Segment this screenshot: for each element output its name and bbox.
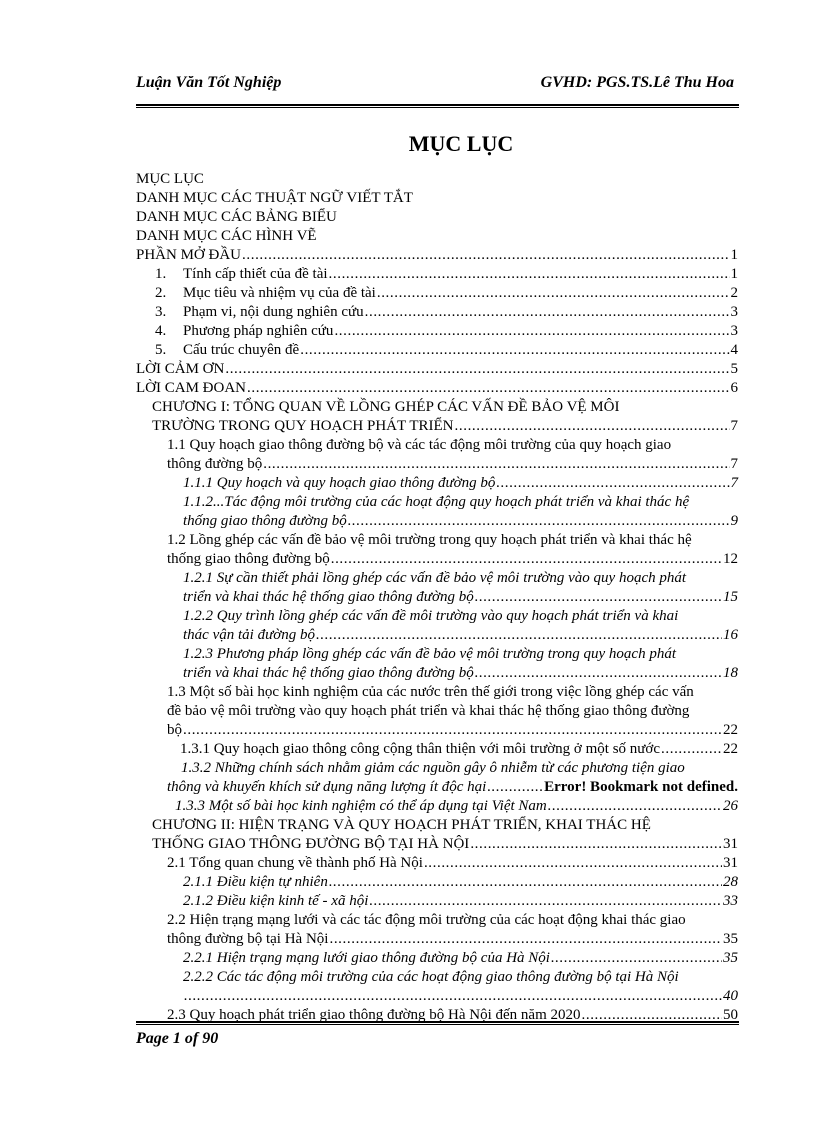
toc-entry-line[interactable] bbox=[167, 683, 738, 702]
dot-leader bbox=[475, 664, 722, 683]
toc-page-number: 7 bbox=[730, 475, 738, 491]
dot-leader bbox=[475, 588, 722, 607]
toc-entry-text: Phương pháp nghiên cứu bbox=[183, 323, 334, 339]
toc-page-number: 6 bbox=[730, 380, 738, 396]
toc-entry-line[interactable] bbox=[167, 854, 738, 873]
toc-page-number: 40 bbox=[723, 988, 738, 1004]
toc-entry-number: 3. bbox=[155, 304, 167, 320]
toc-entry-text: 1.1 Quy hoạch giao thông đường bộ và các tác động môi trường của quy hoạch giao bbox=[167, 437, 672, 453]
toc-page-number: 3 bbox=[730, 304, 738, 320]
toc-entry-line[interactable] bbox=[167, 930, 738, 949]
toc-entry-line[interactable] bbox=[167, 436, 738, 455]
toc-entry-line[interactable] bbox=[155, 341, 738, 360]
toc-entry-text: DANH MỤC CÁC THUẬT NGỮ VIẾT TẮT bbox=[136, 190, 413, 206]
toc-entry-text: bộ bbox=[167, 722, 182, 738]
toc-entry-text: LỜI CẢM ƠN bbox=[136, 361, 225, 377]
toc-page-number: 26 bbox=[723, 798, 738, 814]
page-title: MỤC LỤC bbox=[408, 131, 514, 156]
toc-entry-text: 1.3 Một số bài học kinh nghiệm của các nước trên thế giới trong việc lồng ghép các vấn bbox=[167, 684, 694, 700]
dot-leader bbox=[548, 797, 722, 816]
dot-leader bbox=[242, 246, 729, 265]
dot-leader bbox=[334, 322, 729, 341]
toc-entry-text: 2.2.1 Hiện trạng mạng lưới giao thông đường bộ của Hà Nội bbox=[183, 950, 550, 966]
toc-page-number: 3 bbox=[730, 323, 738, 339]
dot-leader bbox=[348, 512, 730, 531]
toc-entry-text: 2.3 Quy hoạch phát triển giao thông đường bộ Hà Nội đến năm 2020 bbox=[167, 1007, 581, 1023]
dot-leader bbox=[487, 778, 543, 797]
toc-entry-text: triển và khai thác hệ thống giao thông đường bộ bbox=[183, 589, 474, 605]
toc-entry-text: 1.3.2 Những chính sách nhằm giảm các nguồn gây ô nhiễm từ các phương tiện giao bbox=[181, 760, 685, 776]
toc-page-number: 31 bbox=[723, 836, 738, 852]
dot-leader bbox=[455, 417, 730, 436]
toc-entry-text: đề bảo vệ môi trường vào quy hoạch phát triển và khai thác hệ thống giao thông đường bbox=[167, 703, 690, 719]
toc-entry-line[interactable] bbox=[152, 816, 738, 835]
toc-entry-line[interactable] bbox=[155, 284, 738, 303]
toc-entry-text: 1.3.1 Quy hoạch giao thông công cộng thân thiện với môi trường ở một số nước bbox=[180, 741, 661, 757]
dot-leader bbox=[329, 873, 722, 892]
header-thesis-label: Luận Văn Tốt Nghiệp bbox=[136, 74, 282, 91]
dot-leader bbox=[263, 455, 729, 474]
toc-entry-line[interactable] bbox=[152, 835, 738, 854]
toc-entry-text: Mục tiêu và nhiệm vụ của đề tài bbox=[183, 285, 376, 301]
toc-entry-line[interactable] bbox=[167, 550, 738, 569]
header-rule bbox=[136, 104, 739, 108]
dot-leader bbox=[184, 987, 722, 1006]
toc-page-number: 18 bbox=[723, 665, 738, 681]
toc-entry-line[interactable] bbox=[183, 493, 738, 512]
toc-entry-text: 1.2.1 Sự cần thiết phải lồng ghép các vấn đề bảo vệ môi trường vào quy hoạch phát bbox=[183, 570, 687, 586]
toc-entry-text: thông đường bộ tại Hà Nội bbox=[167, 931, 329, 947]
dot-leader bbox=[369, 892, 722, 911]
toc-entry-text: thác vận tải đường bộ bbox=[183, 627, 316, 643]
toc-entry-text: thống giao thông đường bộ bbox=[183, 513, 347, 529]
toc-entry-text: LỜI CAM ĐOAN bbox=[136, 380, 246, 396]
toc-page-number: 7 bbox=[730, 456, 738, 472]
toc-entry-text: CHƯƠNG II: HIỆN TRẠNG VÀ QUY HOẠCH PHÁT TRIỂN, KHAI THÁC HỆ bbox=[152, 817, 651, 833]
toc-entry-line[interactable] bbox=[183, 892, 738, 911]
toc-entry-line[interactable] bbox=[136, 170, 738, 189]
toc-page-number: Error! Bookmark not defined. bbox=[544, 779, 738, 795]
toc-entry-text: triển và khai thác hệ thống giao thông đường bộ bbox=[183, 665, 474, 681]
toc-page-number: 16 bbox=[723, 627, 738, 643]
toc-entry-text: 2.1.2 Điều kiện kinh tế - xã hội bbox=[183, 893, 369, 909]
toc-entry-number: 4. bbox=[155, 323, 167, 339]
toc-entry-line[interactable] bbox=[175, 797, 738, 816]
dot-leader bbox=[225, 360, 729, 379]
toc-entry-text: DANH MỤC CÁC BẢNG BIỂU bbox=[136, 209, 337, 225]
toc-entry-line[interactable] bbox=[155, 265, 738, 284]
toc-entry-line[interactable] bbox=[155, 322, 738, 341]
dot-leader bbox=[424, 854, 722, 873]
toc-entry-text: 1.3.3 Một số bài học kinh nghiệm có thể áp dụng tại Việt Nam bbox=[175, 798, 547, 814]
toc-page-number: 31 bbox=[723, 855, 738, 871]
toc-entry-line[interactable] bbox=[167, 721, 738, 740]
toc-entry-line[interactable] bbox=[167, 778, 738, 797]
toc-entry-line[interactable] bbox=[183, 626, 738, 645]
toc-entry-text: TRƯỜNG TRONG QUY HOẠCH PHÁT TRIỂN bbox=[152, 418, 454, 434]
toc-entry-line[interactable] bbox=[183, 607, 738, 626]
toc-page-number: 22 bbox=[723, 741, 738, 757]
dot-leader bbox=[365, 303, 730, 322]
dot-leader bbox=[661, 740, 722, 759]
toc-entry-line[interactable] bbox=[152, 398, 738, 417]
toc-entry-number: 5. bbox=[155, 342, 167, 358]
dot-leader bbox=[247, 379, 730, 398]
toc-entry-line[interactable] bbox=[183, 873, 738, 892]
toc-entry-text: 2.2 Hiện trạng mạng lưới và các tác động môi trường của các hoạt động khai thác giao bbox=[167, 912, 686, 928]
toc-entry-line[interactable] bbox=[136, 189, 738, 208]
toc-entry-text: 1.1.1 Quy hoạch và quy hoạch giao thông đường bộ bbox=[183, 475, 496, 491]
toc-entry-line[interactable] bbox=[183, 968, 738, 987]
toc-entry-line[interactable] bbox=[136, 227, 738, 246]
toc-page-number: 1 bbox=[730, 266, 738, 282]
toc-page-number: 15 bbox=[723, 589, 738, 605]
toc-entry-text: thông đường bộ bbox=[167, 456, 263, 472]
toc-entry-number: 2. bbox=[155, 285, 167, 301]
header-advisor: GVHD: PGS.TS.Lê Thu Hoa bbox=[540, 74, 734, 91]
toc-entry-line[interactable] bbox=[183, 588, 738, 607]
toc-entry-text: thông và khuyến khích sử dụng năng lượng ít độc hại bbox=[167, 779, 487, 795]
dot-leader bbox=[316, 626, 722, 645]
toc-page-number: 1 bbox=[730, 247, 738, 263]
toc-page-number: 7 bbox=[730, 418, 738, 434]
dot-leader bbox=[300, 341, 729, 360]
toc-entry-text: 2.1.1 Điều kiện tự nhiên bbox=[183, 874, 328, 890]
toc-page-number: 5 bbox=[730, 361, 738, 377]
toc-entry-text: 1.2.2 Quy trình lồng ghép các vấn đề môi trường vào quy hoạch phát triển và khai bbox=[183, 608, 679, 624]
dot-leader bbox=[470, 835, 722, 854]
toc-entry-line[interactable] bbox=[136, 246, 738, 265]
toc-page-number: 22 bbox=[723, 722, 738, 738]
toc-entry-text: THỐNG GIAO THÔNG ĐƯỜNG BỘ TẠI HÀ NỘI bbox=[152, 836, 470, 852]
toc-page-number: 9 bbox=[730, 513, 738, 529]
toc-entry-line[interactable] bbox=[136, 379, 738, 398]
toc-entry-line[interactable] bbox=[167, 911, 738, 930]
dot-leader bbox=[377, 284, 730, 303]
toc-entry-line[interactable] bbox=[181, 759, 738, 778]
toc-entry-line[interactable] bbox=[183, 949, 738, 968]
toc-entry-line[interactable] bbox=[155, 303, 738, 322]
toc-entry-line[interactable] bbox=[167, 702, 738, 721]
toc-page-number: 35 bbox=[723, 950, 738, 966]
toc-entry-line[interactable] bbox=[183, 987, 738, 1006]
toc-entry-line[interactable] bbox=[183, 664, 738, 683]
footer-rule bbox=[136, 1021, 739, 1025]
toc-entry-text: PHẦN MỞ ĐẦU bbox=[136, 247, 242, 263]
toc-page-number: 28 bbox=[723, 874, 738, 890]
toc-entry-text: Cấu trúc chuyên đề bbox=[183, 342, 300, 358]
toc-entry-line[interactable] bbox=[167, 531, 738, 550]
toc-entry-number: 1. bbox=[155, 266, 167, 282]
toc-entry-line[interactable] bbox=[183, 474, 738, 493]
dot-leader bbox=[496, 474, 729, 493]
dot-leader bbox=[329, 930, 722, 949]
toc-entry-text: CHƯƠNG I: TỔNG QUAN VỀ LỒNG GHÉP CÁC VẤN ĐỀ BẢO VỆ MÔI bbox=[152, 399, 620, 415]
page-number: Page 1 of 90 bbox=[136, 1030, 219, 1047]
toc-entry-line[interactable] bbox=[136, 360, 738, 379]
toc-entry-line[interactable] bbox=[136, 208, 738, 227]
dot-leader bbox=[331, 550, 722, 569]
toc-page-number: 35 bbox=[723, 931, 738, 947]
toc-page-number: 4 bbox=[730, 342, 738, 358]
toc-page-number: 2 bbox=[730, 285, 738, 301]
toc-entry-text: 1.2 Lồng ghép các vấn đề bảo vệ môi trường trong quy hoạch phát triển và khai thác hệ bbox=[167, 532, 692, 548]
toc-entry-line[interactable] bbox=[180, 740, 738, 759]
toc-page-number: 12 bbox=[723, 551, 738, 567]
toc-entry-text: 2.1 Tổng quan chung về thành phố Hà Nội bbox=[167, 855, 423, 871]
toc-entry-text: MỤC LỤC bbox=[136, 171, 204, 187]
toc-entry-line[interactable] bbox=[167, 455, 738, 474]
toc-entry-line[interactable] bbox=[152, 417, 738, 436]
toc-entry-text: Tính cấp thiết của đề tài bbox=[183, 266, 328, 282]
toc-entry-text: Phạm vi, nội dung nghiên cứu bbox=[183, 304, 364, 320]
dot-leader bbox=[551, 949, 722, 968]
toc-entry-text: 1.1.2...Tác động môi trường của các hoạt động quy hoạch phát triển và khai thác hệ bbox=[183, 494, 690, 510]
toc-entry-text: 1.2.3 Phương pháp lồng ghép các vấn đề bảo vệ môi trường trong quy hoạch phát bbox=[183, 646, 676, 662]
toc-entry-line[interactable] bbox=[183, 645, 738, 664]
toc-entry-line[interactable] bbox=[183, 512, 738, 531]
toc-entry-text: thống giao thông đường bộ bbox=[167, 551, 330, 567]
dot-leader bbox=[329, 265, 730, 284]
toc-page-number: 33 bbox=[723, 893, 738, 909]
toc-page-number: 50 bbox=[723, 1007, 738, 1023]
toc-entry-text: 2.2.2 Các tác động môi trường của các hoạt động giao thông đường bộ tại Hà Nội bbox=[183, 969, 679, 985]
dot-leader bbox=[183, 721, 722, 740]
toc-entry-line[interactable] bbox=[183, 569, 738, 588]
toc-entry-text: DANH MỤC CÁC HÌNH VẼ bbox=[136, 228, 317, 244]
